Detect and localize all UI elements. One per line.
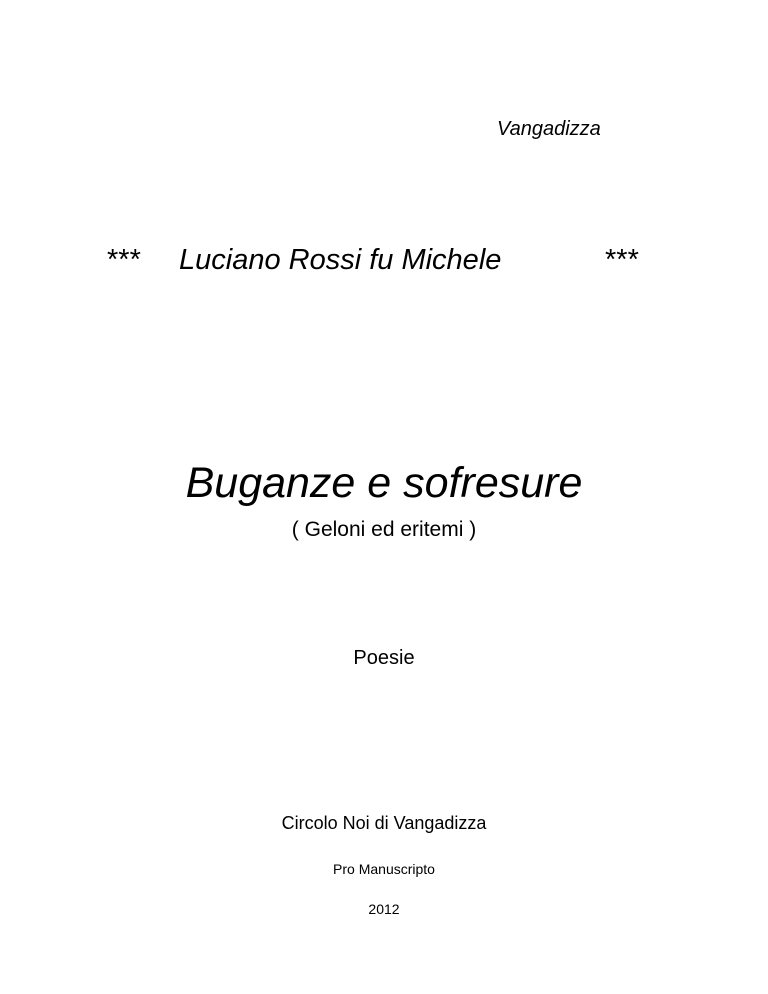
author-name: Luciano Rossi fu Michele (179, 244, 502, 276)
book-genre: Poesie (353, 647, 415, 669)
book-title: Buganze e sofresure (185, 459, 583, 507)
publisher-name: Circolo Noi di Vangadizza (281, 813, 487, 833)
publication-year: 2012 (368, 901, 400, 917)
author-line (0, 244, 768, 284)
imprint-note: Pro Manuscripto (333, 861, 435, 877)
place-name: Vangadizza (497, 118, 601, 140)
book-subtitle: ( Geloni ed eritemi ) (291, 518, 477, 541)
author-stars-left: *** (107, 244, 141, 276)
author-stars-right: *** (605, 244, 639, 276)
